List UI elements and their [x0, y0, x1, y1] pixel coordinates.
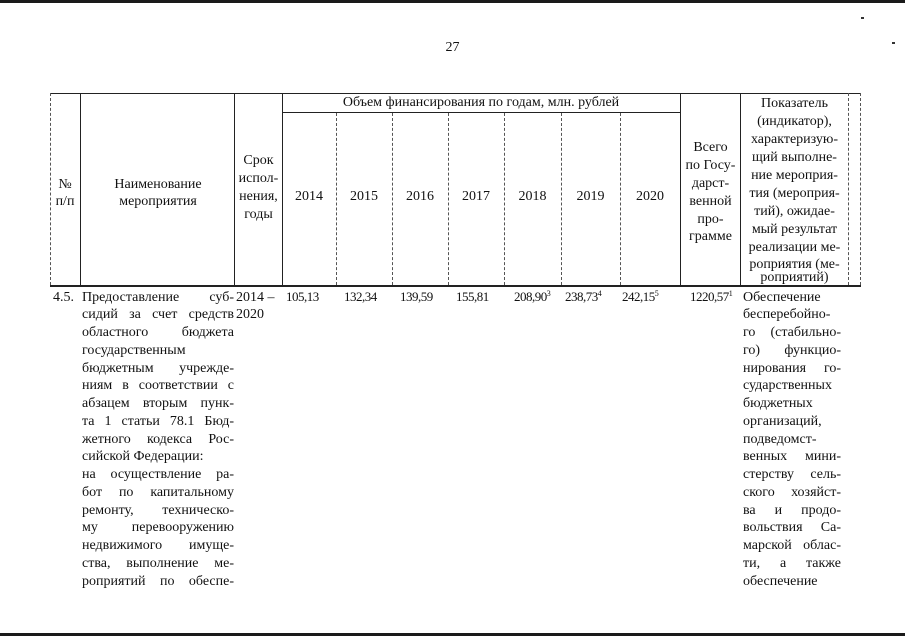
row-number: 4.5.: [53, 290, 74, 305]
scan-top-edge: [0, 0, 905, 3]
year-2020: 2020: [636, 189, 664, 204]
value-2014: 105,13: [286, 289, 319, 304]
year-2019: 2019: [576, 189, 605, 204]
value-2016: 139,59: [400, 289, 433, 304]
year-2015: 2015: [350, 189, 378, 204]
funding-header: Объем финансирования по годам, млн. рублей: [342, 95, 620, 110]
value-2019: 238,73$^4$: [565, 289, 602, 304]
page-number: 27: [445, 40, 460, 55]
value-2020: 242,15$^5$: [622, 289, 659, 304]
value-2015: 132,34: [344, 289, 377, 304]
year-2018: 2018: [518, 189, 547, 204]
scan-speck: [861, 17, 864, 19]
year-2014: 2014: [295, 189, 323, 204]
year-2017: 2017: [462, 189, 490, 204]
value-2018: 208,90$^3$: [514, 289, 551, 304]
value-total: 1220,57$^1$: [690, 289, 733, 304]
scan-bottom-edge: [0, 633, 905, 636]
value-2017: 155,81: [456, 289, 489, 304]
year-2016: 2016: [406, 189, 434, 204]
